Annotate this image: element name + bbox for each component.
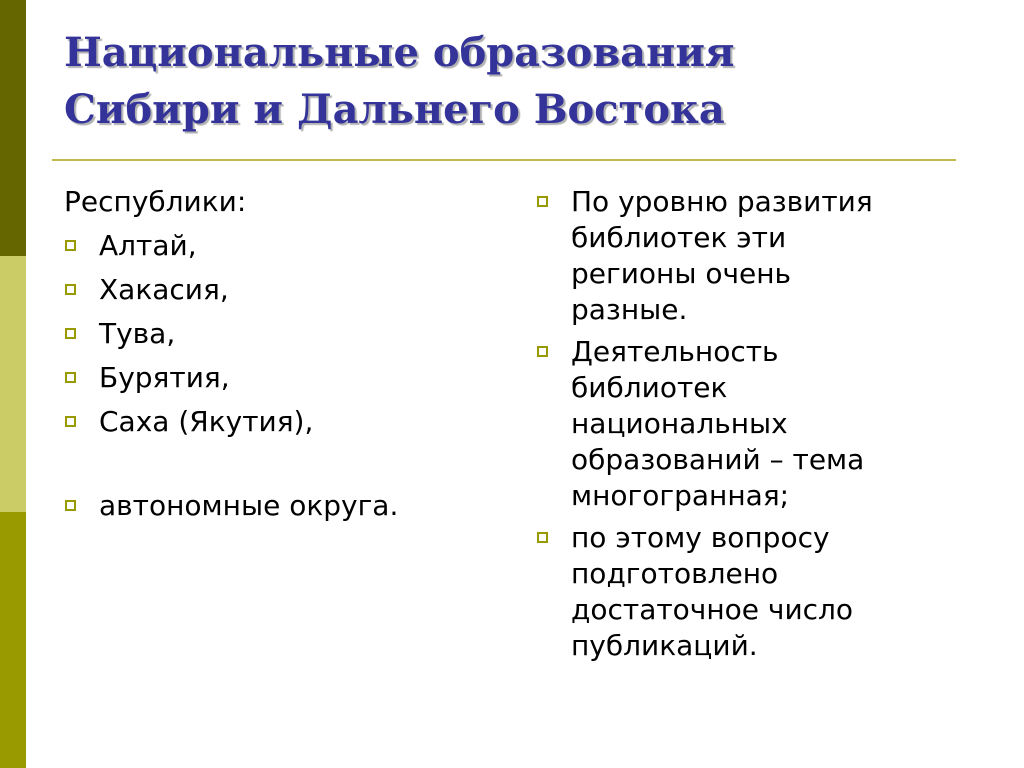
list-item-text: Алтай,	[99, 229, 197, 262]
list-item-line: По уровню развития	[571, 185, 873, 218]
list-item-text: Тува,	[99, 317, 176, 350]
list-item-text: Саха (Якутия),	[99, 405, 314, 438]
republics-heading: Республики:	[64, 185, 247, 218]
list-item	[64, 268, 484, 312]
list-item	[64, 312, 484, 356]
sidebar-band-light	[0, 256, 26, 512]
hollow-square-bullet-icon	[537, 532, 548, 543]
sidebar-band-dark	[0, 0, 26, 256]
list-item	[64, 224, 484, 268]
list-item-text: автономные округа.	[99, 489, 399, 522]
list-item	[536, 334, 976, 514]
hollow-square-bullet-icon	[65, 372, 76, 383]
list-item-line: многогранная;	[571, 479, 790, 512]
list-item-line: разные.	[571, 293, 688, 326]
hollow-square-bullet-icon	[537, 346, 548, 357]
list-item	[64, 400, 484, 444]
left-column	[64, 180, 484, 528]
hollow-square-bullet-icon	[65, 284, 76, 295]
right-column	[536, 184, 976, 670]
hollow-square-bullet-icon	[65, 328, 76, 339]
list-item-text: Хакасия,	[99, 273, 229, 306]
title-line-2: Сибири и Дальнего Востока	[64, 86, 725, 133]
slide-title	[64, 24, 964, 138]
title-line-1: Национальные образования	[64, 29, 735, 76]
hollow-square-bullet-icon	[65, 500, 76, 511]
sidebar-band-olive	[0, 512, 26, 768]
list-item-line: публикаций.	[571, 629, 758, 662]
list-item-text: Бурятия,	[99, 361, 230, 394]
list-item-line: образований – тема	[571, 443, 865, 476]
list-item-line: национальных	[571, 407, 788, 440]
title-divider	[52, 159, 956, 161]
spacer	[64, 444, 484, 484]
list-item-line: по этому вопросу	[571, 521, 830, 554]
list-item	[536, 520, 976, 664]
hollow-square-bullet-icon	[65, 240, 76, 251]
hollow-square-bullet-icon	[65, 416, 76, 427]
list-item-line: регионы очень	[571, 257, 792, 290]
list-item-line: подготовлено	[571, 557, 779, 590]
list-item	[64, 356, 484, 400]
hollow-square-bullet-icon	[537, 196, 548, 207]
list-item	[536, 184, 976, 328]
list-item-line: достаточное число	[571, 593, 854, 626]
list-item-line: Деятельность	[571, 335, 779, 368]
list-item-line: библиотек эти	[571, 221, 787, 254]
list-item	[64, 484, 484, 528]
list-item-line: библиотек	[571, 371, 728, 404]
